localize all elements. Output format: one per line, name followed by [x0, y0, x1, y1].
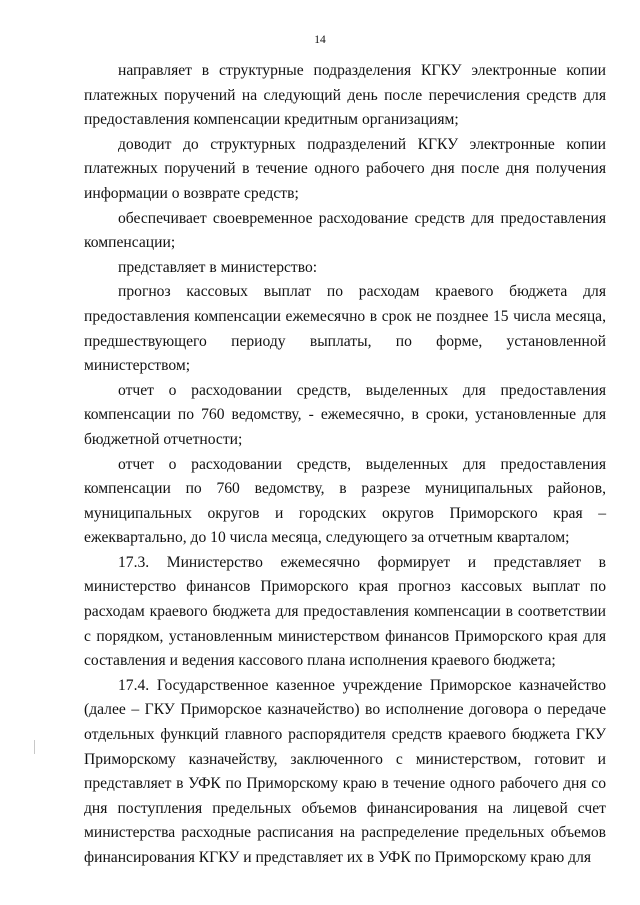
- paragraph-17-4: 17.4. Государственное казенное учреждение Приморское казначейство (далее – ГКУ Приморское казначейство) во исполнение договора о передаче отдельных функций главного распорядителя средств краевого бюджета ГКУ Приморскому казначейству, заключенного с министерством, готовит и представляет в УФК по Приморскому краю в течение одного рабочего дня со дня поступления предельных объемов финансирования на лицевой счет министерства расходные расписания на распределение предельных объемов финансирования КГКУ и представляет их в УФК по Приморскому краю для: [84, 676, 606, 866]
- paragraph-2: доводит до структурных подразделений КГКУ электронные копии платежных поручений в течение одного рабочего дня после дня получения информации о возврате средств;: [84, 135, 606, 202]
- document-body: [84, 59, 606, 871]
- paragraph-3: обеспечивает своевременное расходование средств для предоставления компенсации;: [84, 209, 606, 252]
- paragraph-6: отчет о расходовании средств, выделенных для предоставления компенсации по 760 ведомству, - ежемесячно, в сроки, установленные для бюджетной отчетности;: [84, 381, 606, 448]
- page-number: 14: [314, 34, 326, 46]
- paragraph-5: прогноз кассовых выплат по расходам краевого бюджета для предоставления компенсации ежемесячно в срок не позднее 15 числа месяца, предшествующего периоду выплаты, по форме, установленной министерством;: [84, 283, 606, 375]
- paragraph-17-3: 17.3. Министерство ежемесячно формирует и представляет в министерство финансов Приморского края прогноз кассовых выплат по расходам краевого бюджета для предоставления компенсации в соответствии с порядком, установленным министерством финансов Приморского края для составления и ведения кассового плана исполнения краевого бюджета;: [84, 553, 606, 670]
- paragraph-1: направляет в структурные подразделения КГКУ электронные копии платежных поручений на следующий день после перечисления средств для предоставления компенсации кредитным организациям;: [84, 62, 606, 129]
- paragraph-7: отчет о расходовании средств, выделенных для предоставления компенсации по 760 ведомству, в разрезе муниципальных районов, муниципальных округов и городских округов Приморского края – ежеквартально, до 10 числа месяца, следующего за отчетным кварталом;: [84, 455, 606, 547]
- margin-mark: [34, 740, 35, 754]
- paragraph-4: представляет в министерство:: [118, 258, 318, 276]
